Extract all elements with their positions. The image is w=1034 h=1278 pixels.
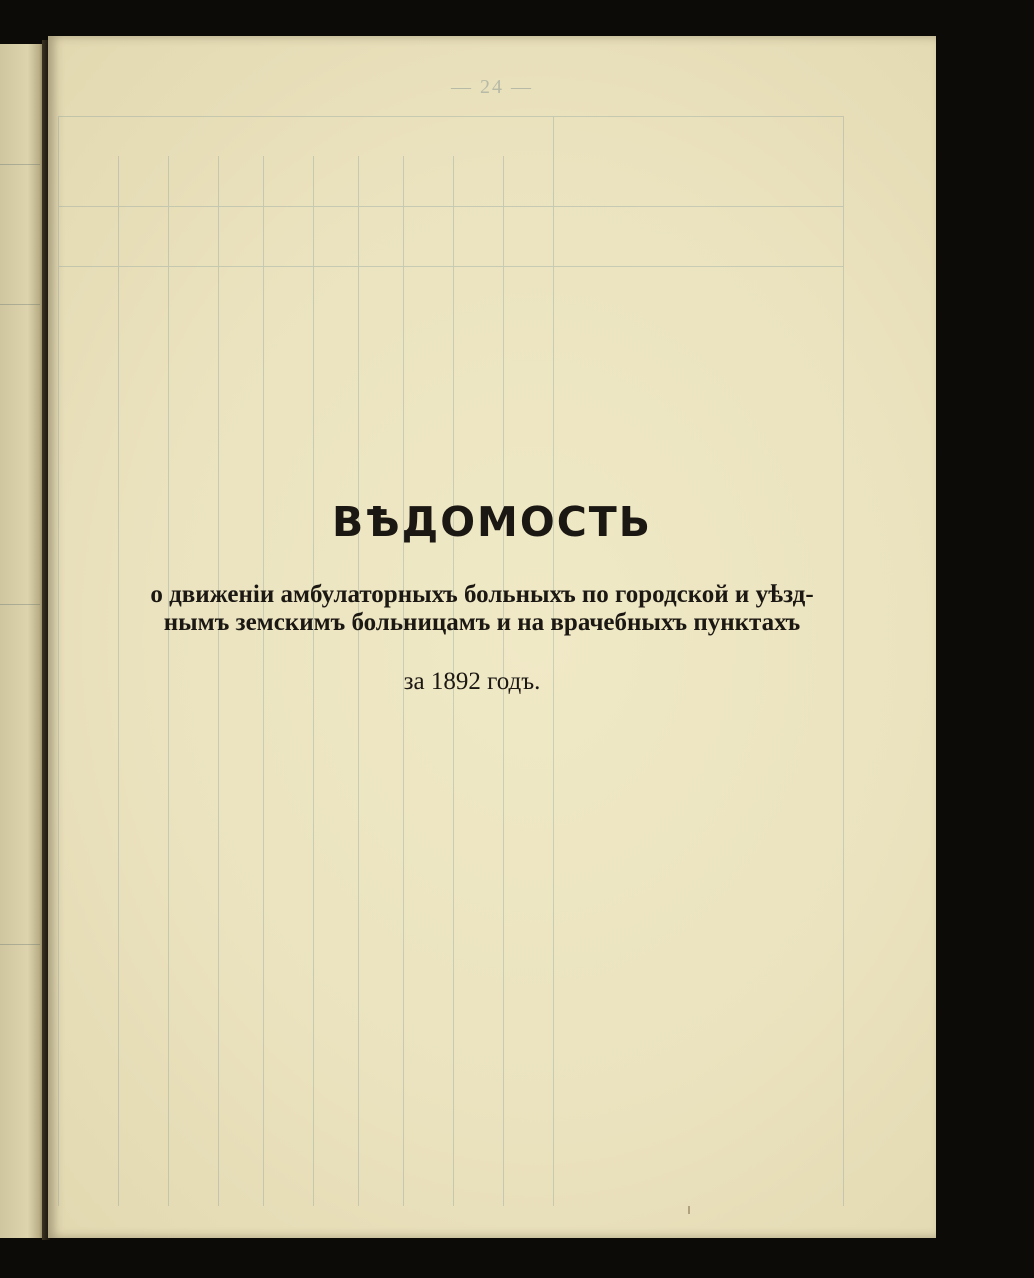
bleed-through-table [58,116,843,1206]
document-year: за 1892 годъ. [403,668,541,695]
document-subtitle [88,581,876,637]
paper-mark [688,1206,690,1214]
document-title: ВѢДОМОСТЬ [331,498,653,546]
subtitle-line-1: о движенiи амбулаторныхъ больныхъ по городской и уѣзд- [150,581,814,608]
page-number: — 24 — [451,76,533,98]
document-page [48,36,936,1238]
left-page-edge [0,44,46,1238]
subtitle-line-2: нымъ земскимъ больницамъ и на врачебныхъ пунктахъ [163,609,801,636]
